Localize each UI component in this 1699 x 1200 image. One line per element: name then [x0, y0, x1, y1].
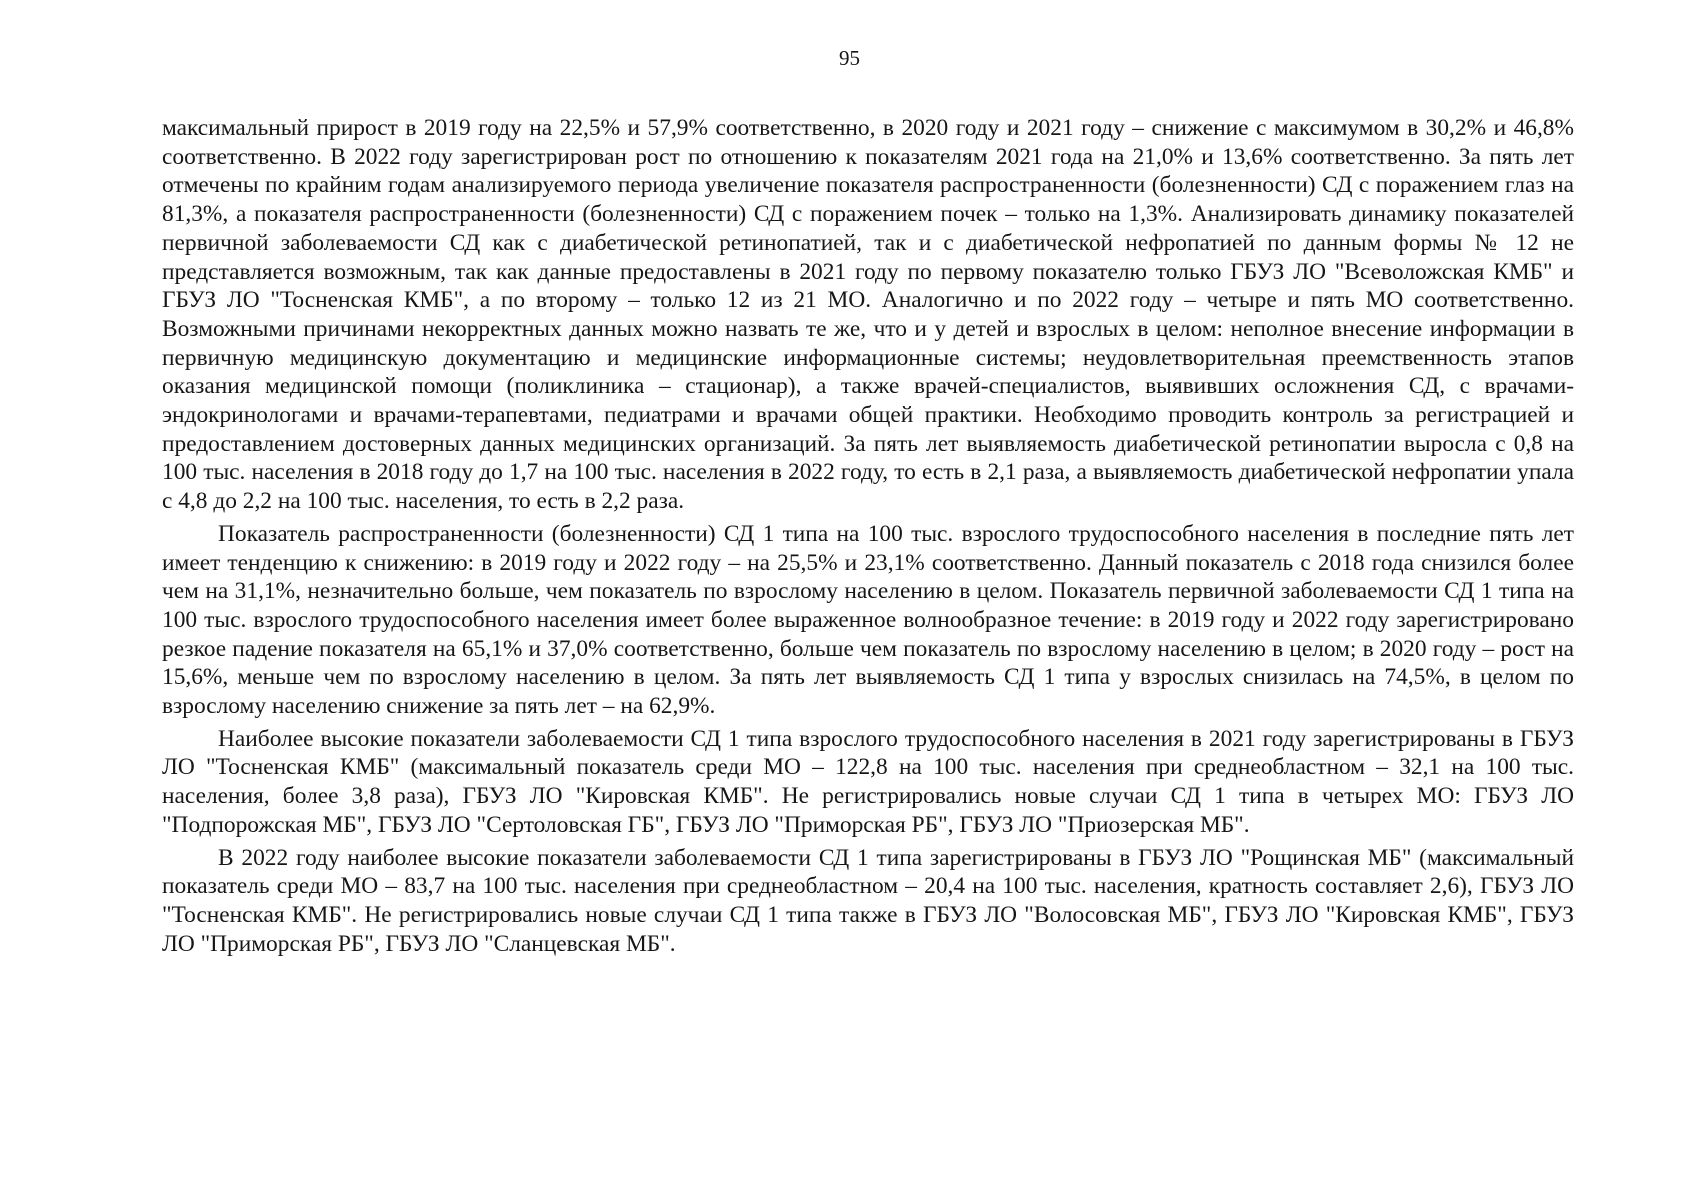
page-number: 95: [839, 46, 860, 70]
paragraph-incidence-2022: В 2022 году наиболее высокие показатели заболеваемости СД 1 типа зарегистрированы в ГБУЗ ЛО "Рощинская МБ" (максимальный показатель среди МО – 83,7 на 100 тыс. населения при среднеобластном – 20,4 на 100 тыс. населения, кратность составляет 2,6), ГБУЗ ЛО "Тосненская КМБ". Не регистрировались новые случаи СД 1 типа также в ГБУЗ ЛО "Волосовская МБ", ГБУЗ ЛО "Кировская КМБ", ГБУЗ ЛО "Приморская РБ", ГБУЗ ЛО "Сланцевская МБ".: [162, 844, 1574, 957]
paragraph-continuation: максимальный прирост в 2019 году на 22,5% и 57,9% соответственно, в 2020 году и 2021 году – снижение с максимумом в 30,2% и 46,8% соответственно. В 2022 году зарегистрирован рост по отношению к показателям 2021 года на 21,0% и 13,6% соответственно. За пять лет отмечены по крайним годам анализируемого периода увеличение показателя распространенности (болезненности) СД с поражением глаз на 81,3%, а показателя распространенности (болезненности) СД с поражением почек – только на 1,3%. Анализировать динамику показателей первичной заболеваемости СД как с диабетической ретинопатией, так и с диабетической нефропатией по данным формы № 12 не представляется возможным, так как данные предоставлены в 2021 году по первому показателю только ГБУЗ ЛО "Всеволожская КМБ" и ГБУЗ ЛО "Тосненская КМБ", а по второму – только 12 из 21 МО. Аналогично и по 2022 году – четыре и пять МО соответственно. Возможными причинами некорректных данных можно назвать те же, что и у детей и взрослых в целом: неполное внесение информации в первичную медицинскую документацию и медицинские информационные системы; неудовлетворительная преемственность этапов оказания медицинской помощи (поликлиника – стационар), а также врачей-специалистов, выявивших осложнения СД, с врачами-эндокринологами и врачами-терапевтами, педиатрами и врачами общей практики. Необходимо проводить контроль за регистрацией и предоставлением достоверных данных медицинских организаций. За пять лет выявляемость диабетической ретинопатии выросла с 0,8 на 100 тыс. населения в 2018 году до 1,7 на 100 тыс. населения в 2022 году, то есть в 2,1 раза, а выявляемость диабетической нефропатии упала с 4,8 до 2,2 на 100 тыс. населения, то есть в 2,2 раза.: [162, 115, 1574, 515]
document-body: [162, 114, 1574, 958]
paragraph-incidence-2021: Наиболее высокие показатели заболеваемости СД 1 типа взрослого трудоспособного населения в 2021 году зарегистрированы в ГБУЗ ЛО "Тосненская КМБ" (максимальный показатель среди МО – 122,8 на 100 тыс. населения при среднеобластном – 32,1 на 100 тыс. населения, более 3,8 раза), ГБУЗ ЛО "Кировская КМБ". Не регистрировались новые случаи СД 1 типа в четырех МО: ГБУЗ ЛО "Подпорожская МБ", ГБУЗ ЛО "Сертоловская ГБ", ГБУЗ ЛО "Приморская РБ", ГБУЗ ЛО "Приозерская МБ".: [162, 725, 1574, 838]
paragraph-prevalence-type1: Показатель распространенности (болезненности) СД 1 типа на 100 тыс. взрослого трудоспособного населения в последние пять лет имеет тенденцию к снижению: в 2019 году и 2022 году – на 25,5% и 23,1% соответственно. Данный показатель с 2018 года снизился более чем на 31,1%, незначительно больше, чем показатель по взрослому населению в целом. Показатель первичной заболеваемости СД 1 типа на 100 тыс. взрослого трудоспособного населения имеет более выраженное волнообразное течение: в 2019 году и 2022 году зарегистрировано резкое падение показателя на 65,1% и 37,0% соответственно, больше чем показатель по взрослому населению в целом; в 2020 году – рост на 15,6%, меньше чем по взрослому населению в целом. За пять лет выявляемость СД 1 типа у взрослых снизилась на 74,5%, в целом по взрослому населению снижение за пять лет – на 62,9%.: [162, 520, 1574, 720]
